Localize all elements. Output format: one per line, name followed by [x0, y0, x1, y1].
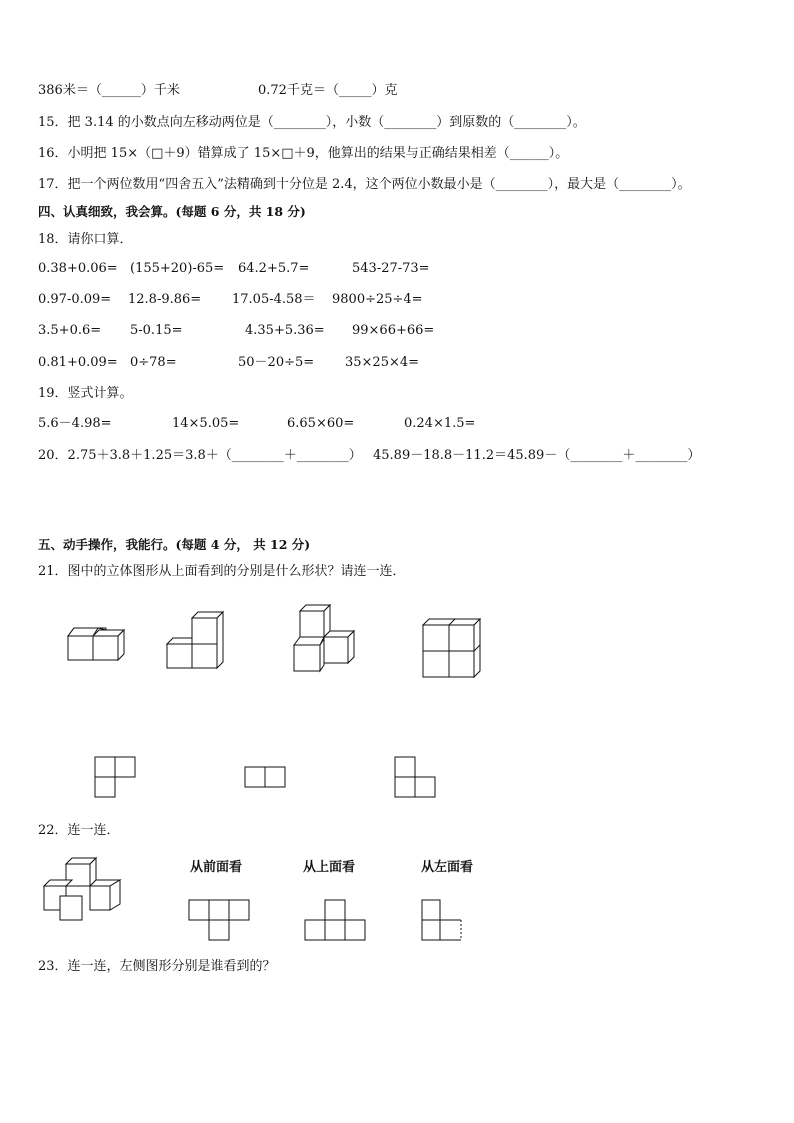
oral-r1-c1: 12.8-9.86=	[128, 292, 202, 307]
solid-figure-q22	[42, 856, 132, 924]
top-view-l-shape-right	[94, 756, 138, 800]
question-20-a: 20．2.75＋3.8＋1.25＝3.8＋（________＋________）	[38, 448, 362, 463]
top-view-shape	[304, 899, 368, 943]
question-22: 22．连一连．	[38, 823, 120, 838]
question-20-b: 45.89－18.8－11.2＝45.89－（________＋________）	[373, 448, 701, 463]
oral-r2-c1: 5-0.15=	[130, 323, 183, 338]
oral-r1-c0: 0.97-0.09=	[38, 292, 112, 307]
question-23: 23．连一连，左侧图形分别是谁看到的？	[38, 959, 276, 974]
oral-r3-c0: 0.81+0.09=	[38, 355, 118, 370]
left-view-shape	[421, 899, 465, 943]
oral-r2-c2: 4.35+5.36=	[245, 323, 325, 338]
oral-r0-c3: 543-27-73=	[352, 261, 430, 276]
oral-r0-c1: (155+20)-65=	[130, 261, 225, 276]
conversion-g: 0.72千克＝（_____）克	[258, 83, 398, 98]
solid-figure-b	[164, 608, 234, 672]
view-label-left: 从左面看	[421, 860, 474, 875]
solid-figure-c	[290, 603, 362, 675]
view-label-top: 从上面看	[303, 860, 356, 875]
oral-r2-c3: 99×66+66=	[352, 323, 435, 338]
top-view-two-squares	[244, 766, 288, 790]
oral-r3-c2: 50－20÷5=	[238, 355, 315, 370]
question-21: 21．图中的立体图形从上面看到的分别是什么形状？请连一连．	[38, 564, 406, 579]
question-17: 17．把一个两位数用“四舍五入”法精确到十分位是 2.4，这个两位小数最小是（________），最大是（________）。	[38, 177, 691, 192]
vertical-1: 14×5.05=	[172, 416, 240, 431]
question-16: 16．小明把 15×（□＋9）错算成了 15×□＋9，他算出的结果与正确结果相差（______）。	[38, 146, 569, 161]
oral-r1-c2: 17.05-4.58＝	[232, 292, 316, 307]
top-view-l-shape-bottom	[394, 756, 438, 800]
section-4-heading: 四、认真细致，我会算。(每题 6 分，共 18 分)	[38, 204, 306, 219]
oral-r1-c3: 9800÷25÷4=	[332, 292, 423, 307]
oral-r0-c2: 64.2+5.7=	[238, 261, 310, 276]
oral-r3-c3: 35×25×4=	[345, 355, 420, 370]
question-18: 18．请你口算．	[38, 232, 133, 247]
question-19: 19．竖式计算。	[38, 386, 133, 401]
view-label-front: 从前面看	[190, 860, 243, 875]
front-view-shape	[188, 899, 252, 943]
solid-figure-a	[62, 622, 132, 670]
section-5-heading: 五、动手操作，我能行。(每题 4 分， 共 12 分)	[38, 537, 311, 552]
vertical-3: 0.24×1.5=	[404, 416, 476, 431]
oral-r0-c0: 0.38+0.06=	[38, 261, 118, 276]
question-15: 15．把 3.14 的小数点向左移动两位是（________），小数（________）到原数的（________）。	[38, 115, 586, 130]
solid-figure-d	[420, 617, 484, 679]
conversion-km: 386米＝（______）千米	[38, 83, 180, 98]
vertical-2: 6.65×60=	[287, 416, 355, 431]
oral-r3-c1: 0÷78=	[130, 355, 177, 370]
vertical-0: 5.6－4.98=	[38, 416, 112, 431]
oral-r2-c0: 3.5+0.6=	[38, 323, 102, 338]
